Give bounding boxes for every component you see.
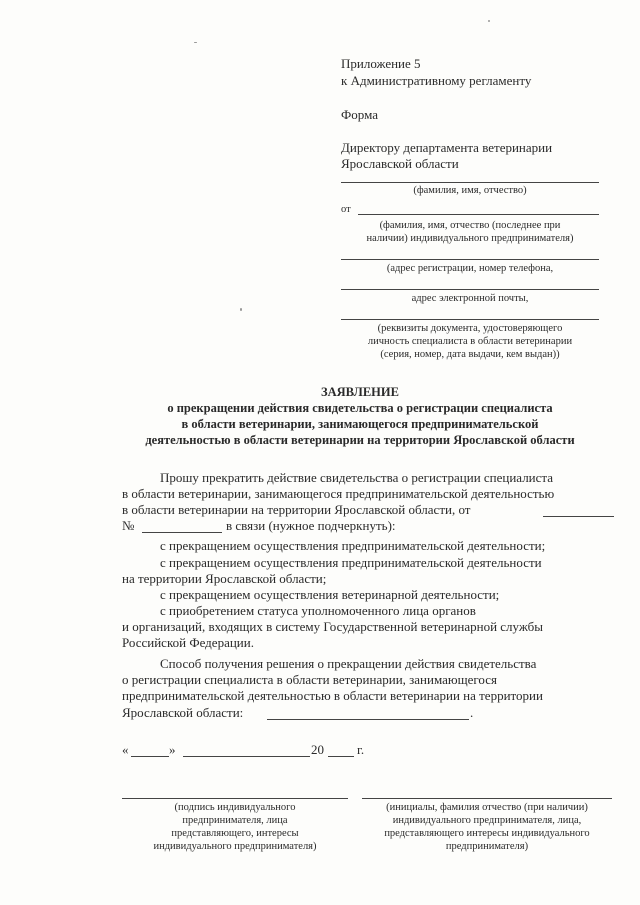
date-year-prefix: 20 [311,742,324,757]
email-blank-line[interactable] [341,289,599,290]
address-blank-line[interactable] [341,259,599,260]
sig-right-line-2: индивидуального предпринимателя, лица, [392,815,582,826]
option-4-line-1[interactable]: с приобретением статуса уполномоченного лица органов [160,603,476,618]
title-line-2: о прекращении действия свидетельства о регистрации специалиста [167,401,553,415]
from-blank-line[interactable] [358,214,599,215]
receipt-period: . [470,705,474,720]
sig-left-line-1: (подпись индивидуального [174,802,296,813]
document-blank-line[interactable] [341,319,599,320]
number-sign: № [122,518,135,533]
date-year-suffix: г. [357,742,365,757]
caption-doc-line-3: (серия, номер, дата выдачи, кем выдан)) [380,349,560,360]
date-quote-open: « [122,742,129,757]
sig-left-line-2: предпринимателя, лица [182,815,288,826]
body-p2-line-4: Ярославской области: [122,705,244,720]
sig-right-line-4: предпринимателя) [445,841,529,852]
regulation-label: к Административному регламенту [341,73,532,88]
body-p1-line-4: в связи (нужное подчеркнуть): [226,518,396,533]
signature-blank-line[interactable] [122,798,348,799]
title-line-4: деятельностью в области ветеринарии на территории Ярославской области [145,433,575,447]
option-1[interactable]: с прекращением осуществления предпринимательской деятельности; [160,538,546,553]
scan-speck [488,20,490,22]
document-title: ЗАЯВЛЕНИЕ [321,385,399,399]
body-p1-line-1: Прошу прекратить действие свидетельства о регистрации специалиста [160,470,554,485]
number-blank[interactable] [142,532,222,533]
body-p1-line-2: в области ветеринарии, занимающегося предпринимательской деятельностью [122,486,555,501]
form-label: Форма [341,107,378,122]
body-p1-line-3: в области ветеринарии на территории Ярославской области, от [122,502,471,517]
caption-doc-line-2: личность специалиста в области ветеринарии [367,336,573,347]
option-3[interactable]: с прекращением осуществления ветеринарной деятельности; [160,587,500,602]
caption-doc-line-1: (реквизиты документа, удостоверяющего [377,323,563,334]
option-2-line-1[interactable]: с прекращением осуществления предпринимательской деятельности [160,555,542,570]
title-line-3: в области ветеринарии, занимающегося предпринимательской [181,417,539,431]
scan-speck [194,42,197,43]
body-p2-line-2: о регистрации специалиста в области ветеринарии, занимающегося [122,672,497,687]
caption-address: (адрес регистрации, номер телефона, [386,263,554,274]
body-p2-line-3: предпринимательской деятельностью в области ветеринарии на территории [122,688,543,703]
date-from-blank[interactable] [543,516,614,517]
sig-left-line-4: индивидуального предпринимателя) [153,841,317,852]
appendix-label: Приложение 5 [341,56,421,71]
caption-email: адрес электронной почты, [411,293,529,304]
initials-blank-line[interactable] [362,798,612,799]
sig-right-line-1: (инициалы, фамилия отчество (при наличии) [386,802,588,813]
option-4-line-3[interactable]: Российской Федерации. [122,635,254,650]
date-month-blank[interactable] [183,756,310,757]
fio-blank-line[interactable] [341,182,599,183]
receipt-method-blank[interactable] [267,719,469,720]
addressee-line-2: Ярославской области [341,156,459,171]
sig-left-line-3: представляющего, интересы [171,828,299,839]
date-year-blank[interactable] [328,756,354,757]
addressee-line-1: Директору департамента ветеринарии [341,140,553,155]
caption-ip-line-2: наличии) индивидуального предпринимателя) [366,233,574,244]
option-4-line-2[interactable]: и организаций, входящих в систему Государственной ветеринарной службы [122,619,544,634]
scan-speck [240,308,242,311]
caption-ip-line-1: (фамилия, имя, отчество (последнее при [379,220,561,231]
caption-fio: (фамилия, имя, отчество) [413,185,527,196]
body-p2-line-1: Способ получения решения о прекращении действия свидетельства [160,656,537,671]
date-quote-close: » [169,742,176,757]
date-day-blank[interactable] [131,756,169,757]
from-label: от [341,204,351,215]
option-2-line-2[interactable]: на территории Ярославской области; [122,571,327,586]
sig-right-line-3: представляющего интересы индивидуального [384,828,590,839]
